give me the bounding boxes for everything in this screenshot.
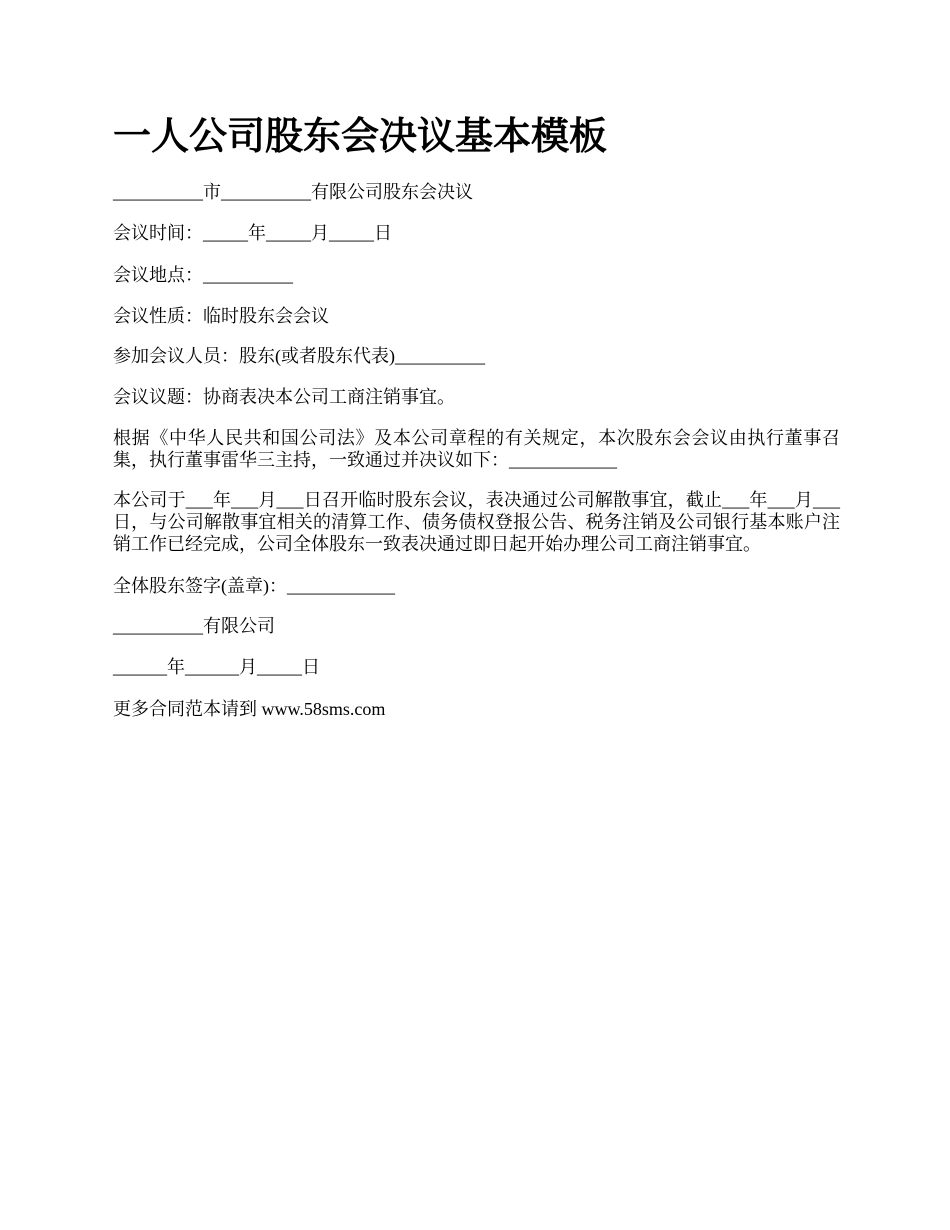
- resolution-heading: __________市__________有限公司股东会决议: [113, 182, 473, 202]
- meeting-location: 会议地点：__________: [113, 265, 293, 285]
- meeting-attendees: 参加会议人员：股东(或者股东代表)__________: [113, 346, 485, 366]
- resolution-basis: 根据《中华人民共和国公司法》及本公司章程的有关规定，本次股东会会议由执行董事召集，执行董事雷华三主持，一致通过并决议如下：____________: [113, 428, 840, 470]
- more-templates-link-text: 更多合同范本请到 www.58sms.com: [113, 699, 386, 719]
- document-title: 一人公司股东会决议基本模板: [113, 116, 608, 158]
- meeting-nature: 会议性质：临时股东会会议: [113, 306, 329, 326]
- resolution-content: 本公司于___年___月___日召开临时股东会议，表决通过公司解散事宜，截止___年___月___日，与公司解散事宜相关的清算工作、债务债权登报公告、税务注销及公司银行基本账户注销工作已经完成，公司全体股东一致表决通过即日起开始办理公司工商注销事宜。: [113, 490, 840, 554]
- signing-date: ______年______月_____日: [113, 657, 320, 677]
- meeting-time: 会议时间：_____年_____月_____日: [113, 223, 392, 243]
- meeting-topic: 会议议题：协商表决本公司工商注销事宜。: [113, 387, 455, 407]
- company-name-line: __________有限公司: [113, 616, 275, 636]
- shareholder-signature: 全体股东签字(盖章)：____________: [113, 576, 395, 596]
